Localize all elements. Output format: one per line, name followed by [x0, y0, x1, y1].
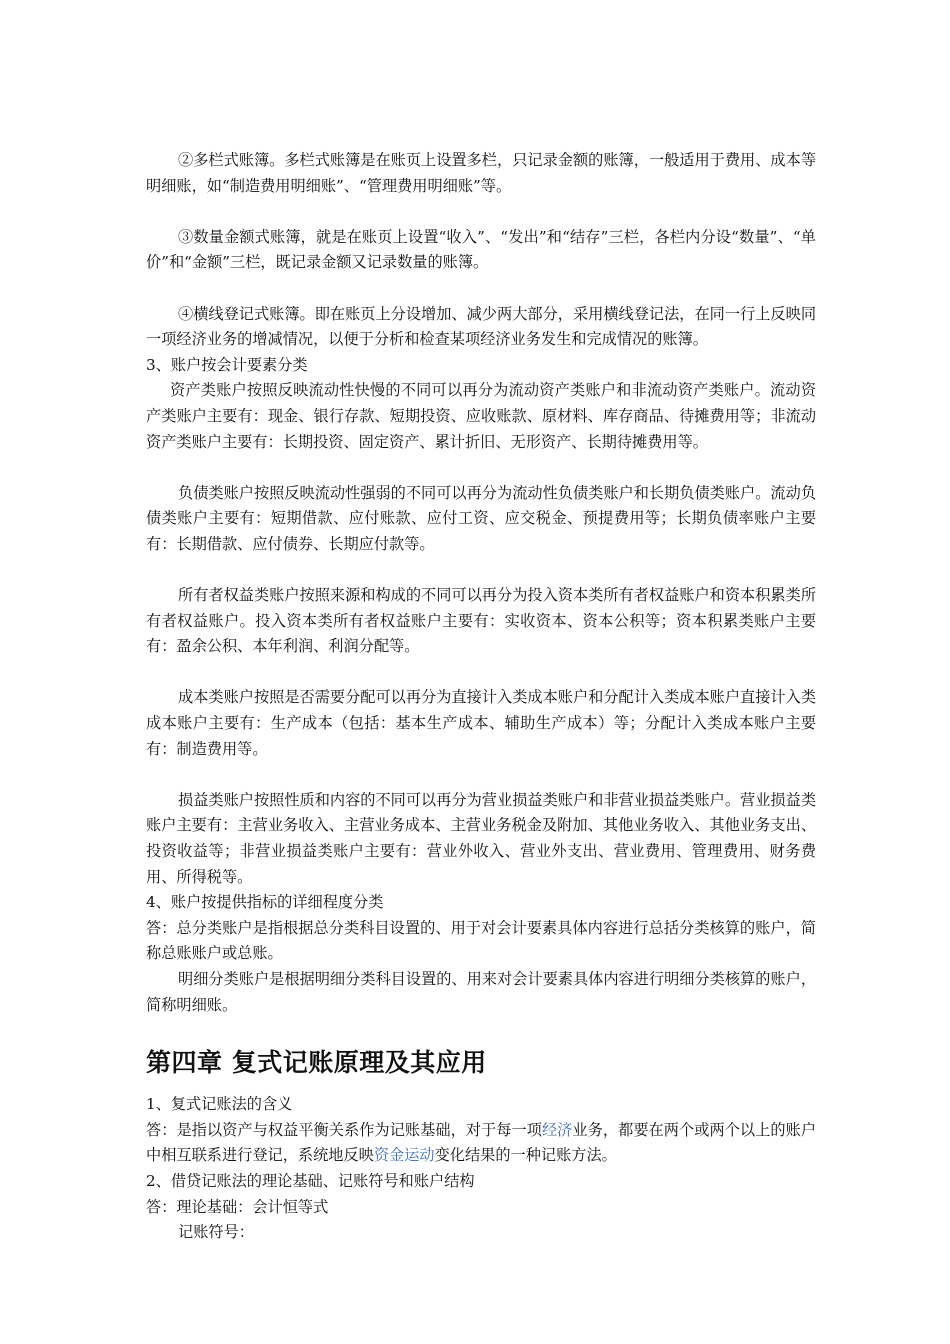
- question-2: 2、借贷记账法的理论基础、记账符号和账户结构: [146, 1171, 475, 1190]
- section-heading-3: 3、账户按会计要素分类: [146, 355, 308, 374]
- paragraph-cost-accounts: 成本类账户按照是否需要分配可以再分为直接计入类成本账户和分配计入类成本账户直接计入类成本账户主要有：生产成本（包括：基本生产成本、辅助生产成本）等；分配计入类成本账户主要有：制造费用等。: [146, 688, 816, 758]
- paragraph-multi-column-ledger: ②多栏式账簿。多栏式账簿是在账页上设置多栏，只记录金额的账簿，一般适用于费用、成本等明细账，如“制造费用明细账”、“管理费用明细账”等。: [146, 151, 816, 195]
- answer-2-bookkeeping-symbols: 记账符号：: [178, 1223, 254, 1242]
- answer-2: 答：理论基础：会计恒等式: [146, 1197, 329, 1216]
- answer-1: [146, 1118, 816, 1169]
- paragraph-general-accounts: 答：总分类账户是指根据总分类科目设置的、用于对会计要素具体内容进行总括分类核算的账户，简称总账账户或总账。: [146, 918, 816, 963]
- link-economy[interactable]: 经济: [541, 1120, 573, 1139]
- chapter-title: 第四章 复式记账原理及其应用: [146, 1048, 487, 1078]
- answer-1-text-a: 答：是指以资产与权益平衡关系作为记账基础，对于每一项: [146, 1120, 542, 1139]
- paragraph-profit-loss-accounts: 损益类账户按照性质和内容的不同可以再分为营业损益类账户和非营业损益类账户。营业损益类账户主要有：主营业务收入、主营业务成本、主营业务税金及附加、其他业务收入、其他业务支出、投资收益等；非营业损益类账户主要有：营业外收入、营业外支出、营业费用、管理费用、财务费用、所得税等。: [146, 790, 816, 886]
- question-1: 1、复式记账法的含义: [146, 1095, 293, 1114]
- paragraph-quantity-amount-ledger: ③数量金额式账簿，就是在账页上设置“收入”、“发出”和“结存”三栏，各栏内分设“数量”、“单价”和“金额”三栏，既记录金额又记录数量的账簿。: [146, 227, 816, 272]
- paragraph-asset-accounts: 资产类账户按照反映流动性快慢的不同可以再分为流动资产类账户和非流动资产类账户。流动资产类账户主要有：现金、银行存款、短期投资、应收账款、原材料、库存商品、待摊费用等；非流动资产类账户主要有：长期投资、固定资产、累计折旧、无形资产、长期待摊费用等。: [146, 381, 816, 451]
- paragraph-horizontal-ledger: ④横线登记式账簿。即在账页上分设增加、减少两大部分，采用横线登记法，在同一行上反映同一项经济业务的增减情况，以便于分析和检查某项经济业务发生和完成情况的账簿。: [146, 304, 816, 349]
- document-page: [146, 148, 816, 1246]
- paragraph-liability-accounts: 负债类账户按照反映流动性强弱的不同可以再分为流动性负债类账户和长期负债类账户。流动负债类账户主要有：短期借款、应付账款、应付工资、应交税金、预提费用等；长期负债率账户主要有：长期借款、应付债券、长期应付款等。: [146, 483, 816, 553]
- paragraph-equity-accounts: 所有者权益类账户按照来源和构成的不同可以再分为投入资本类所有者权益账户和资本积累类所有者权益账户。投入资本类所有者权益账户主要有：实收资本、资本公积等；资本积累类账户主要有：盈余公积、本年利润、利润分配等。: [146, 586, 816, 656]
- paragraph-detail-accounts: 明细分类账户是根据明细分类科目设置的、用来对会计要素具体内容进行明细分类核算的账户，简称明细账。: [146, 970, 816, 1014]
- section-heading-4: 4、账户按提供指标的详细程度分类: [146, 893, 384, 912]
- answer-1-text-c: 变化结果的一种记账方法。: [434, 1146, 617, 1165]
- answer-1-text-b: 业务，都要在两个或两个以上的账户中相互联系进行登记，系统地反映: [146, 1120, 817, 1165]
- link-capital-movement[interactable]: 资金运动: [373, 1146, 435, 1165]
